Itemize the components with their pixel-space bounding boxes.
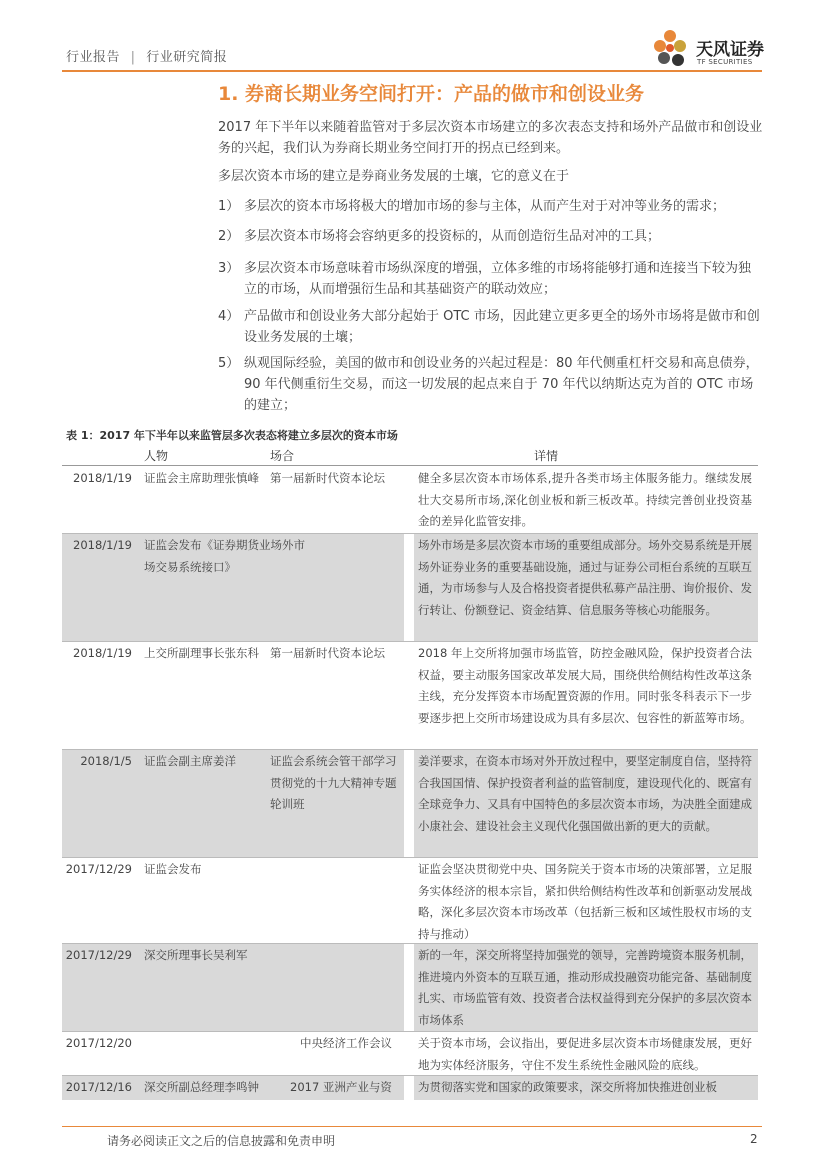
- row-detail: 健全多层次资本市场体系,提升各类市场主体服务能力。继续发展壮大交易所市场,深化创业板和新三板改革。持续完善创业投资基金的差异化监管安排。: [418, 471, 752, 528]
- table-row: [62, 1032, 758, 1076]
- row-venue: 证监会系统会管干部学习贯彻党的十九大精神专题轮训班: [270, 754, 397, 811]
- footer-divider: [62, 1126, 762, 1127]
- intro-paragraph: 2017 年下半年以来随着监管对于多层次资本市场建立的多次表态支持和场外产品做市和创设业务的兴起，我们认为券商长期业务空间打开的拐点已经到来。: [218, 120, 763, 156]
- table-row: [62, 642, 758, 750]
- row-person: 深交所理事长吴利军: [144, 948, 248, 962]
- row-detail: 为贯彻落实党和国家的政策要求，深交所将加快推进创业板: [418, 1080, 717, 1094]
- header-venue: 场合: [270, 449, 295, 463]
- list-item-number: 5）: [218, 356, 240, 371]
- row-date: 2018/1/19: [73, 646, 132, 660]
- list-item-text: 多层次资本市场将会容纳更多的投资标的，从而创造衍生品对冲的工具；: [244, 229, 661, 244]
- row-venue: 中央经济工作会议: [300, 1036, 392, 1050]
- row-date: 2018/1/5: [80, 754, 132, 768]
- row-date: 2017/12/16: [65, 1080, 132, 1094]
- table-row: [62, 944, 758, 1032]
- list-item-number: 3）: [218, 261, 240, 276]
- header-divider: [62, 70, 762, 72]
- list-item-number: 1）: [218, 199, 240, 214]
- row-detail: 姜洋要求，在资本市场对外开放过程中，要坚定制度自信，坚持符合我国国情、保护投资者利益的监管制度，建设现代化的、既富有全球竞争力、又具有中国特色的多层次资本市场，为决胜全面建成小康社会、建设社会主义现代化强国做出新的更大的贡献。: [418, 754, 752, 833]
- breadcrumb-separator: |: [130, 50, 136, 65]
- row-venue: 第一届新时代资本论坛: [270, 646, 385, 660]
- row-person: 证监会副主席姜洋: [144, 754, 236, 768]
- report-type-label: 行业报告: [66, 50, 121, 65]
- list-item-number: 4）: [218, 309, 240, 324]
- row-detail: 新的一年，深交所将坚持加强党的领导，完善跨境资本服务机制，推进境内外资本的互联互通，推动形成投融资功能完备、基础制度扎实、市场监管有效、投资者合法权益得到充分保护的多层次资本市场体系: [418, 948, 752, 1027]
- section-title: 1. 券商长期业务空间打开：产品的做市和创设业务: [218, 83, 645, 105]
- table-row: [62, 466, 758, 534]
- row-person: 深交所副总经理李鸣钟: [144, 1080, 259, 1094]
- row-person: 上交所副理事长张东科: [144, 646, 259, 660]
- row-date: 2018/1/19: [73, 471, 132, 485]
- brand-subtitle: TF SECURITIES: [697, 58, 753, 66]
- report-type-breadcrumb: [66, 46, 227, 65]
- list-item-text: 多层次资本市场意味着市场纵深度的增强，立体多维的市场将能够打通和连接当下较为独立的市场，从而增强衍生品和其基础资产的联动效应；: [244, 261, 752, 297]
- page-number: 2: [750, 1132, 758, 1146]
- list-item-text: 纵观国际经验，美国的做市和创设业务的兴起过程是：80 年代侧重杠杆交易和高息债券，90 年代侧重衍生交易，而这一切发展的起点来自于 70 年代以纳斯达克为首的 OTC 市场的建立；: [244, 356, 759, 413]
- list-item-number: 2）: [218, 229, 240, 244]
- disclaimer-text: 请务必阅读正文之后的信息披露和免责申明: [107, 1134, 336, 1148]
- table-header: [62, 444, 758, 465]
- row-date: 2017/12/20: [65, 1036, 132, 1050]
- table-row: [62, 1076, 758, 1100]
- row-detail: 场外市场是多层次资本市场的重要组成部分。场外交易系统是开展场外证券业务的重要基础设施，通过与证券公司柜台系统的互联互通，为市场参与人及合格投资者提供私募产品注册、询价报价、发行转让、份额登记、资金结算、信息服务等核心功能服务。: [418, 538, 752, 617]
- row-venue: 第一届新时代资本论坛: [270, 471, 385, 485]
- row-person: 证监会发布: [144, 862, 202, 876]
- table-row: [62, 858, 758, 944]
- row-person: 证监会发布《证券期货业场外市场交易系统接口》: [144, 538, 305, 574]
- row-date: 2017/12/29: [65, 948, 132, 962]
- list-item-text: 产品做市和创设业务大部分起始于 OTC 市场，因此建立更多更全的场外市场将是做市和创设业务发展的土壤；: [244, 309, 760, 345]
- report-subtype-label: 行业研究简报: [146, 50, 228, 65]
- table-row: [62, 750, 758, 858]
- row-date: 2018/1/19: [73, 538, 132, 552]
- row-venue: 2017 亚洲产业与资: [290, 1080, 392, 1094]
- row-detail: 关于资本市场，会议指出，要促进多层次资本市场健康发展，更好地为实体经济服务，守住不发生系统性金融风险的底线。: [418, 1036, 752, 1072]
- brand-name: 天风证券: [696, 40, 764, 60]
- row-detail: 证监会坚决贯彻党中央、国务院关于资本市场的决策部署，立足服务实体经济的根本宗旨，紧扣供给侧结构性改革和创新驱动发展战略，深化多层次资本市场改革（包括新三板和区域性股权市场的支持与推动）: [418, 862, 752, 941]
- header-detail: 详情: [534, 449, 559, 463]
- row-person: 证监会主席助理张慎峰: [144, 471, 259, 485]
- header-person: 人物: [144, 449, 169, 463]
- row-date: 2017/12/29: [65, 862, 132, 876]
- list-item-text: 多层次的资本市场将极大的增加市场的参与主体，从而产生对于对冲等业务的需求；: [244, 199, 726, 214]
- table-caption: 表 1：2017 年下半年以来监管层多次表态将建立多层次的资本市场: [66, 429, 398, 442]
- table-row: [62, 534, 758, 642]
- row-detail: 2018 年上交所将加强市场监管，防控金融风险，保护投资者合法权益，要主动服务国家改革发展大局，围绕供给侧结构性改革这条主线，充分发挥资本市场配置资源的作用。同时张冬科表示下一步要逐步把上交所市场建设成为具有多层次、包容性的新蓝筹市场。: [418, 646, 752, 725]
- foundation-paragraph: 多层次资本市场的建立是券商业务发展的土壤，它的意义在于: [218, 169, 570, 184]
